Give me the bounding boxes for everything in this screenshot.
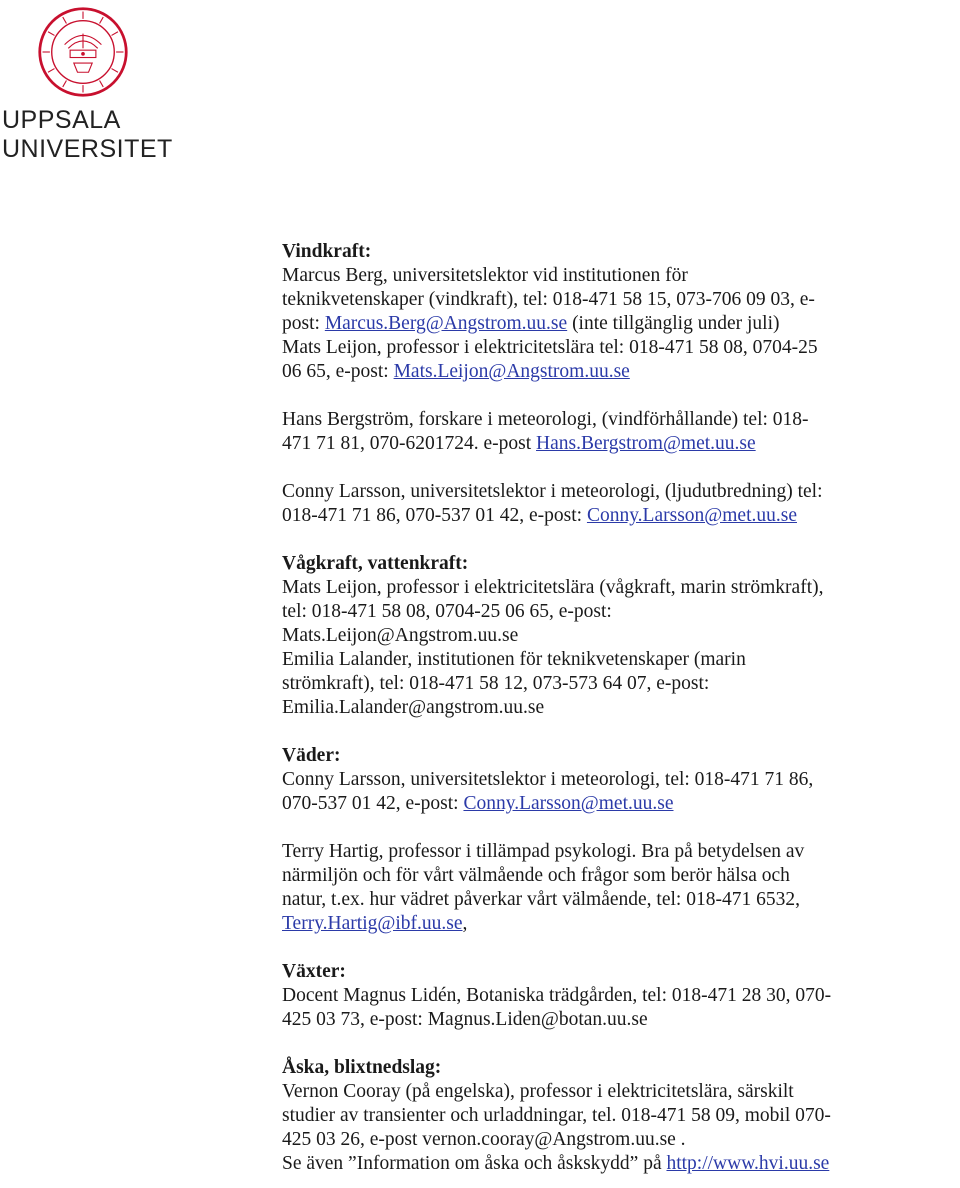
text-line xyxy=(282,432,958,456)
section-vaxter xyxy=(282,960,958,1032)
text-segment: , xyxy=(462,913,468,934)
text-line: strömkraft), tel: 018-471 58 12, 073-573 64 07, e-post: xyxy=(282,673,710,694)
text-line xyxy=(282,504,958,528)
text-line: 425 03 73, e-post: Magnus.Liden@botan.uu.se xyxy=(282,1009,648,1030)
text-line: Conny Larsson, universitetslektor i meteorologi, (ljudutbredning) tel: xyxy=(282,481,823,502)
text-line: teknikvetenskaper (vindkraft), tel: 018-471 58 15, 073-706 09 03, e- xyxy=(282,289,815,310)
section-vindkraft xyxy=(282,240,958,528)
text-segment: 471 71 81, 070-6201724. e-post xyxy=(282,433,537,454)
section-title: Växter: xyxy=(282,961,346,982)
university-name-line1: UPPSALA xyxy=(2,106,121,134)
text-line xyxy=(282,312,958,336)
text-line: natur, t.ex. hur vädret påverkar vårt välmående, tel: 018-471 6532, xyxy=(282,889,800,910)
text-segment: 018-471 71 86, 070-537 01 42, e-post: xyxy=(282,505,587,526)
section-title: Åska, blixtnedslag: xyxy=(282,1057,442,1078)
text-line: Mats Leijon, professor i elektricitetslära tel: 018-471 58 08, 0704-25 xyxy=(282,337,818,358)
university-logo xyxy=(0,0,175,170)
university-name xyxy=(2,106,177,164)
text-segment: 06 65, e-post: xyxy=(282,361,394,382)
text-line: studier av transienter och urladdningar, tel. 018-471 58 09, mobil 070- xyxy=(282,1105,831,1126)
text-segment: (inte tillgänglig under juli) xyxy=(567,313,780,334)
university-seal-icon xyxy=(37,6,129,98)
web-link[interactable]: http://www.hvi.uu.se xyxy=(666,1153,830,1174)
section-aska xyxy=(282,1056,958,1176)
email-link[interactable]: Hans.Bergstrom@met.uu.se xyxy=(536,433,756,454)
text-segment: post: xyxy=(282,313,325,334)
text-line: Marcus Berg, universitetslektor vid institutionen för xyxy=(282,265,688,286)
text-segment: Se även ”Information om åska och åskskydd” på xyxy=(282,1153,667,1174)
section-title: Väder: xyxy=(282,745,341,766)
text-line: Hans Bergström, forskare i meteorologi, (vindförhållande) tel: 018- xyxy=(282,409,809,430)
document-body xyxy=(282,240,958,1176)
text-segment: 070-537 01 42, e-post: xyxy=(282,793,464,814)
text-line: Vernon Cooray (på engelska), professor i elektricitetslära, särskilt xyxy=(282,1081,794,1102)
text-line: 425 03 26, e-post vernon.cooray@Angstrom.uu.se . xyxy=(282,1129,686,1150)
text-line: Terry Hartig, professor i tillämpad psykologi. Bra på betydelsen av xyxy=(282,841,805,862)
text-line: Conny Larsson, universitetslektor i meteorologi, tel: 018-471 71 86, xyxy=(282,769,814,790)
email-link[interactable]: Terry.Hartig@ibf.uu.se xyxy=(282,913,463,934)
text-line xyxy=(282,1152,958,1176)
section-vader xyxy=(282,744,958,936)
text-line xyxy=(282,912,958,936)
text-line: tel: 018-471 58 08, 0704-25 06 65, e-post: xyxy=(282,601,612,622)
email-link[interactable]: Marcus.Berg@Angstrom.uu.se xyxy=(324,313,568,334)
text-line: Docent Magnus Lidén, Botaniska trädgården, tel: 018-471 28 30, 070- xyxy=(282,985,832,1006)
text-line xyxy=(282,360,958,384)
email-link[interactable]: Mats.Leijon@Angstrom.uu.se xyxy=(393,361,630,382)
section-vagkraft xyxy=(282,552,958,720)
text-line: närmiljön och för vårt välmående och frågor som berör hälsa och xyxy=(282,865,790,886)
text-line: Emilia Lalander, institutionen för teknikvetenskaper (marin xyxy=(282,649,746,670)
email-link[interactable]: Conny.Larsson@met.uu.se xyxy=(586,505,797,526)
email-link[interactable]: Conny.Larsson@met.uu.se xyxy=(463,793,674,814)
text-line: Emilia.Lalander@angstrom.uu.se xyxy=(282,697,545,718)
text-line xyxy=(282,792,958,816)
section-title: Vindkraft: xyxy=(282,241,372,262)
text-line: Mats.Leijon@Angstrom.uu.se xyxy=(282,625,519,646)
section-title: Vågkraft, vattenkraft: xyxy=(282,553,469,574)
text-line: Mats Leijon, professor i elektricitetslära (vågkraft, marin strömkraft), xyxy=(282,577,824,598)
university-name-line2: UNIVERSITET xyxy=(2,135,173,163)
